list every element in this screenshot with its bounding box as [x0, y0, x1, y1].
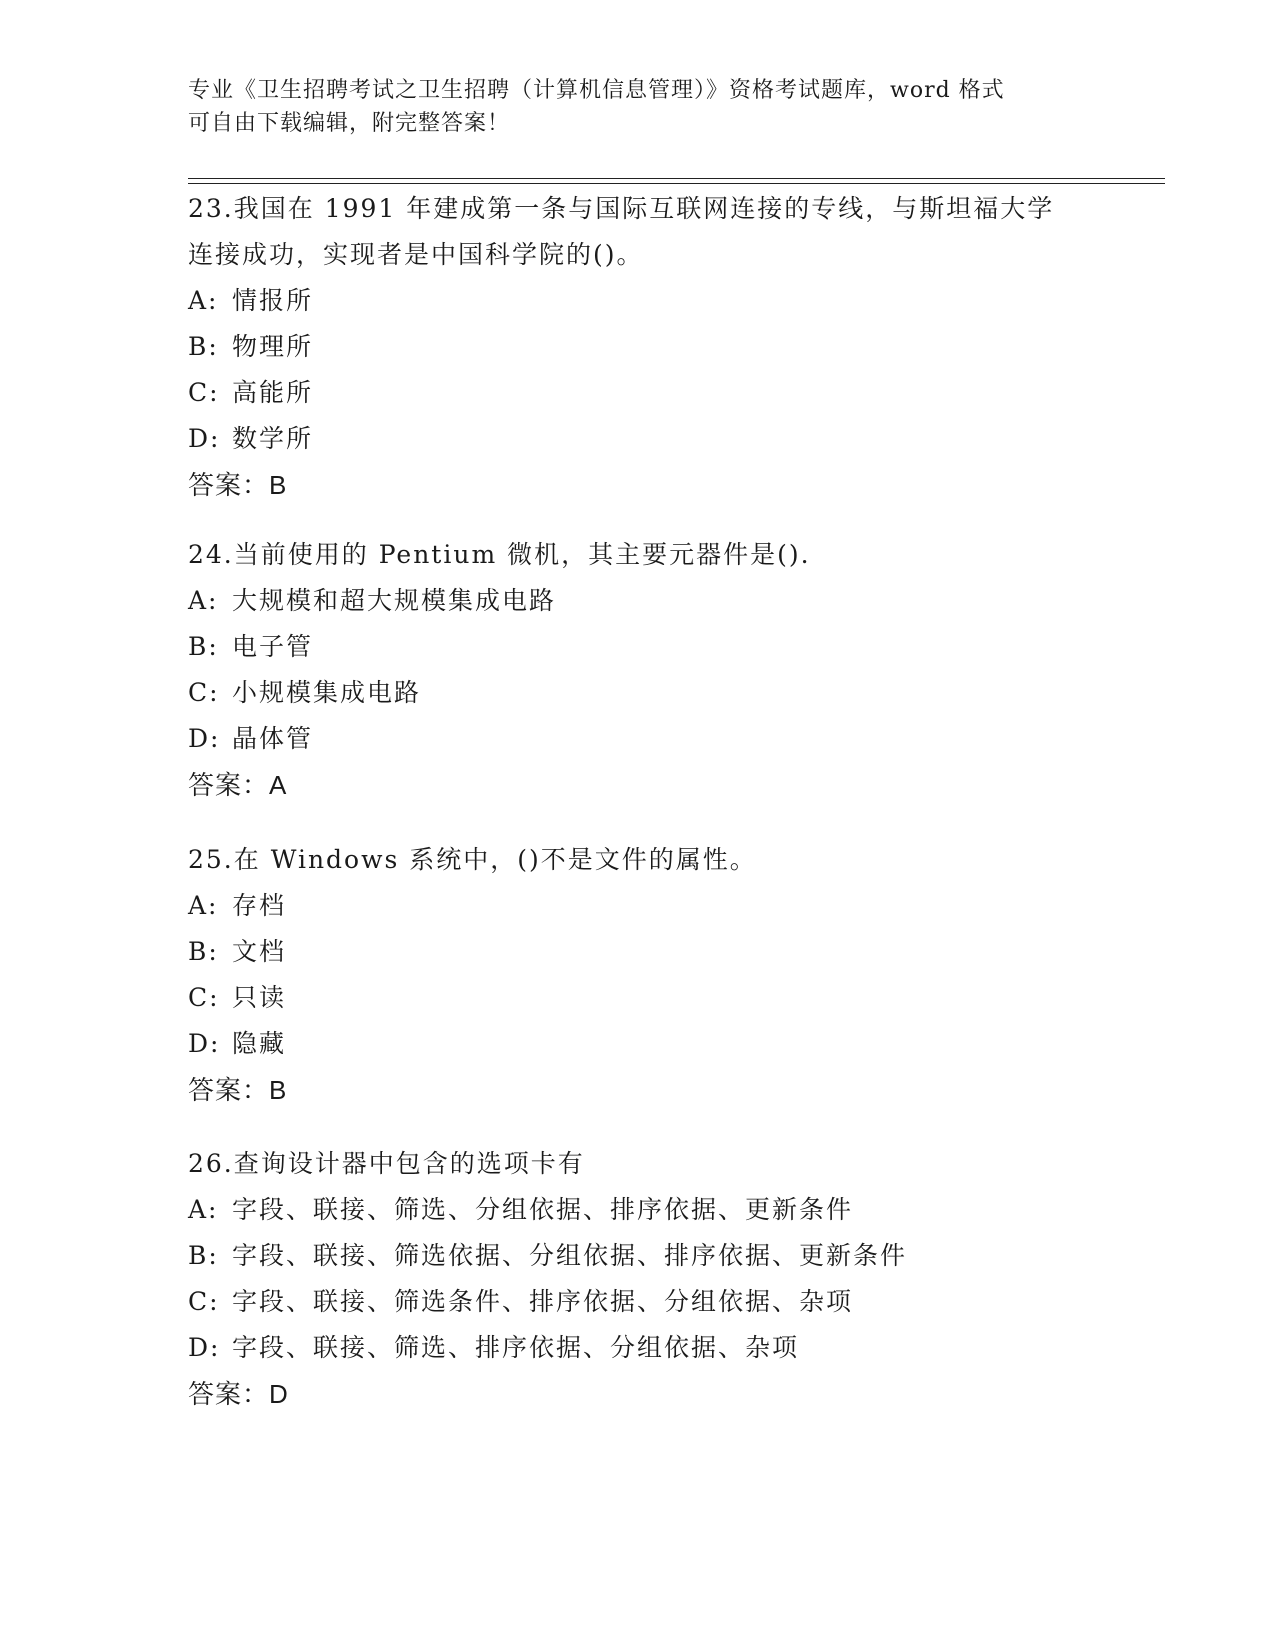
option-b: [188, 624, 1068, 670]
option-key: D:: [188, 424, 221, 453]
answer-line: 答案：B: [188, 470, 288, 500]
option-text: 存档: [232, 891, 287, 920]
option-key: C:: [188, 678, 220, 707]
option-c: [188, 1279, 1068, 1325]
option-text: 字段、联接、筛选、分组依据、排序依据、更新条件: [232, 1195, 854, 1224]
question-text: 23.我国在 1991 年建成第一条与国际互联网连接的专线，与斯坦福大学连接成功，实现者是中国科学院的()。: [188, 194, 1055, 269]
option-key: B:: [188, 937, 219, 966]
option-text: 隐藏: [232, 1029, 287, 1058]
option-key: A:: [188, 286, 219, 315]
option-key: A:: [188, 1195, 219, 1224]
answer-line: 答案：D: [188, 1379, 289, 1409]
question-text: 24.当前使用的 Pentium 微机，其主要元器件是().: [188, 540, 811, 569]
option-c: [188, 370, 1068, 416]
option-b: [188, 1233, 1068, 1279]
option-a: [188, 578, 1068, 624]
option-key: A:: [188, 891, 219, 920]
header-divider-bottom: [188, 183, 1165, 184]
option-c: [188, 670, 1068, 716]
document-header: [188, 74, 1088, 140]
header-line-2: 可自由下载编辑，附完整答案！: [188, 111, 511, 136]
option-text: 字段、联接、筛选条件、排序依据、分组依据、杂项: [232, 1287, 854, 1316]
option-c: [188, 975, 1068, 1021]
question-text: 25.在 Windows 系统中，()不是文件的属性。: [188, 845, 757, 874]
question-23: [188, 186, 1068, 508]
option-key: B:: [188, 332, 219, 361]
option-key: D:: [188, 724, 221, 753]
answer-line: 答案：A: [188, 770, 288, 800]
option-text: 情报所: [232, 286, 314, 315]
option-key: C:: [188, 983, 220, 1012]
option-key: A:: [188, 586, 219, 615]
option-text: 文档: [232, 937, 287, 966]
question-24: [188, 532, 1068, 808]
option-text: 晶体管: [232, 724, 314, 753]
option-key: D:: [188, 1333, 221, 1362]
option-a: [188, 883, 1068, 929]
option-b: [188, 324, 1068, 370]
option-key: C:: [188, 1287, 220, 1316]
option-key: D:: [188, 1029, 221, 1058]
option-text: 电子管: [232, 632, 314, 661]
question-text: 26.查询设计器中包含的选项卡有: [188, 1149, 585, 1178]
question-26: [188, 1141, 1068, 1417]
option-text: 只读: [232, 983, 287, 1012]
option-text: 字段、联接、筛选、排序依据、分组依据、杂项: [232, 1333, 800, 1362]
option-d: [188, 416, 1068, 462]
option-a: [188, 278, 1068, 324]
option-text: 大规模和超大规模集成电路: [232, 586, 557, 615]
option-text: 物理所: [232, 332, 314, 361]
question-25: [188, 837, 1068, 1113]
option-a: [188, 1187, 1068, 1233]
option-text: 数学所: [232, 424, 314, 453]
header-divider-top: [188, 178, 1165, 179]
option-text: 高能所: [232, 378, 314, 407]
option-b: [188, 929, 1068, 975]
header-line-1: 专业《卫生招聘考试之卫生招聘（计算机信息管理）》资格考试题库，word 格式: [188, 78, 1005, 103]
option-key: B:: [188, 632, 219, 661]
answer-line: 答案：B: [188, 1075, 288, 1105]
option-d: [188, 716, 1068, 762]
option-text: 字段、联接、筛选依据、分组依据、排序依据、更新条件: [232, 1241, 908, 1270]
option-key: C:: [188, 378, 220, 407]
option-key: B:: [188, 1241, 219, 1270]
option-text: 小规模集成电路: [232, 678, 422, 707]
option-d: [188, 1325, 1068, 1371]
option-d: [188, 1021, 1068, 1067]
